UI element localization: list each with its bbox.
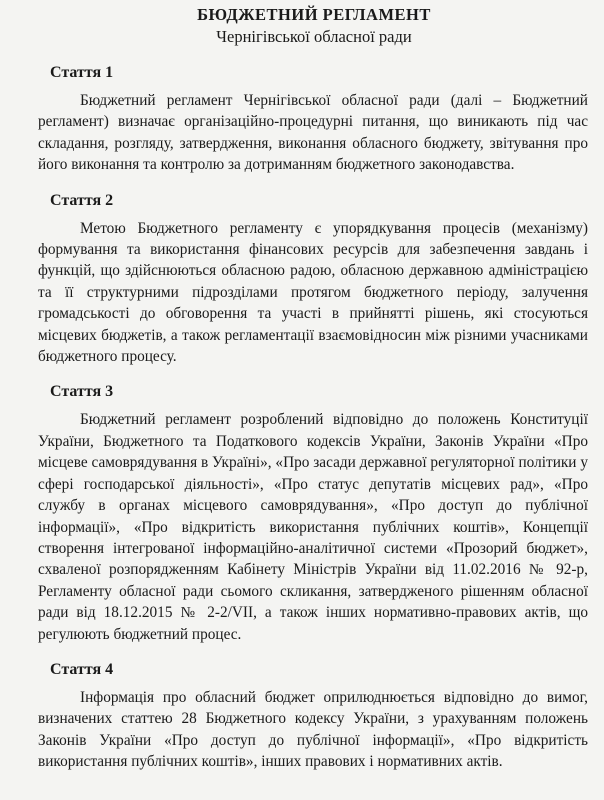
- article-heading: Стаття 2: [50, 191, 114, 209]
- article-1: [38, 62, 590, 176]
- article-heading: Стаття 4: [50, 660, 114, 678]
- article-text: Інформація про обласний бюджет оприлюднюється відповідно до вимог, визначених статтею 28 Бюджетного кодексу України, з урахуванням положень Законів України «Про доступ до публічної інформації», «Про відкритість використання публічних коштів», інших правових і нормативних актів.: [38, 688, 588, 771]
- document-subtitle: Чернігівської обласної ради: [216, 27, 412, 46]
- article-4: [38, 659, 590, 773]
- article-text: Бюджетний регламент Чернігівської обласної ради (далі – Бюджетний регламент) визначає організаційно-процедурні питання, що виникають під час складання, розгляду, затвердження, виконання обласного бюджету, звітування про його виконання та контролю за дотриманням бюджетного законодавства.: [38, 92, 588, 174]
- article-heading: Стаття 3: [50, 383, 114, 401]
- document-title: БЮДЖЕТНИЙ РЕГЛАМЕНТ: [197, 5, 431, 24]
- article-text: Бюджетний регламент розроблений відповідно до положень Конституції України, Бюджетного та Податкового кодексів України, Законів України «Про місцеве самоврядування в Україні», «Про засади державної регуляторної політики у сфері господарської діяльності», «Про статус депутатів місцевих рад», «Про службу в органах місцевого самоврядування», «Про доступ до публічної інформації», «Про відкритість використання публічних коштів», Концепції створення інтегрованої інформаційно-аналітичної системи «Прозорий бюджет», схваленої розпорядженням Кабінету Міністрів України від 11.02.2016 № 92-р, Регламенту обласної ради сьомого скликання, затвердженого рішенням обласної ради від 18.12.2015 № 2-2/VII, а також інших нормативно-правових актів, що регулюють бюджетний процес.: [38, 411, 588, 643]
- article-3: [38, 381, 590, 644]
- article-2: [38, 190, 590, 368]
- article-text: Метою Бюджетного регламенту є упорядкування процесів (механізму) формування та використання фінансових ресурсів для забезпечення завдань і функцій, що здійснюються обласною радою, обласною державною адміністрацією та її структурними підрозділами протягом бюджетного періоду, залучення громадськості до обговорення та участі в прийнятті рішень, які стосуються місцевих бюджетів, а також регламентації взаємовідносин між різними учасниками бюджетного процесу.: [38, 219, 588, 366]
- article-heading: Стаття 1: [50, 64, 114, 81]
